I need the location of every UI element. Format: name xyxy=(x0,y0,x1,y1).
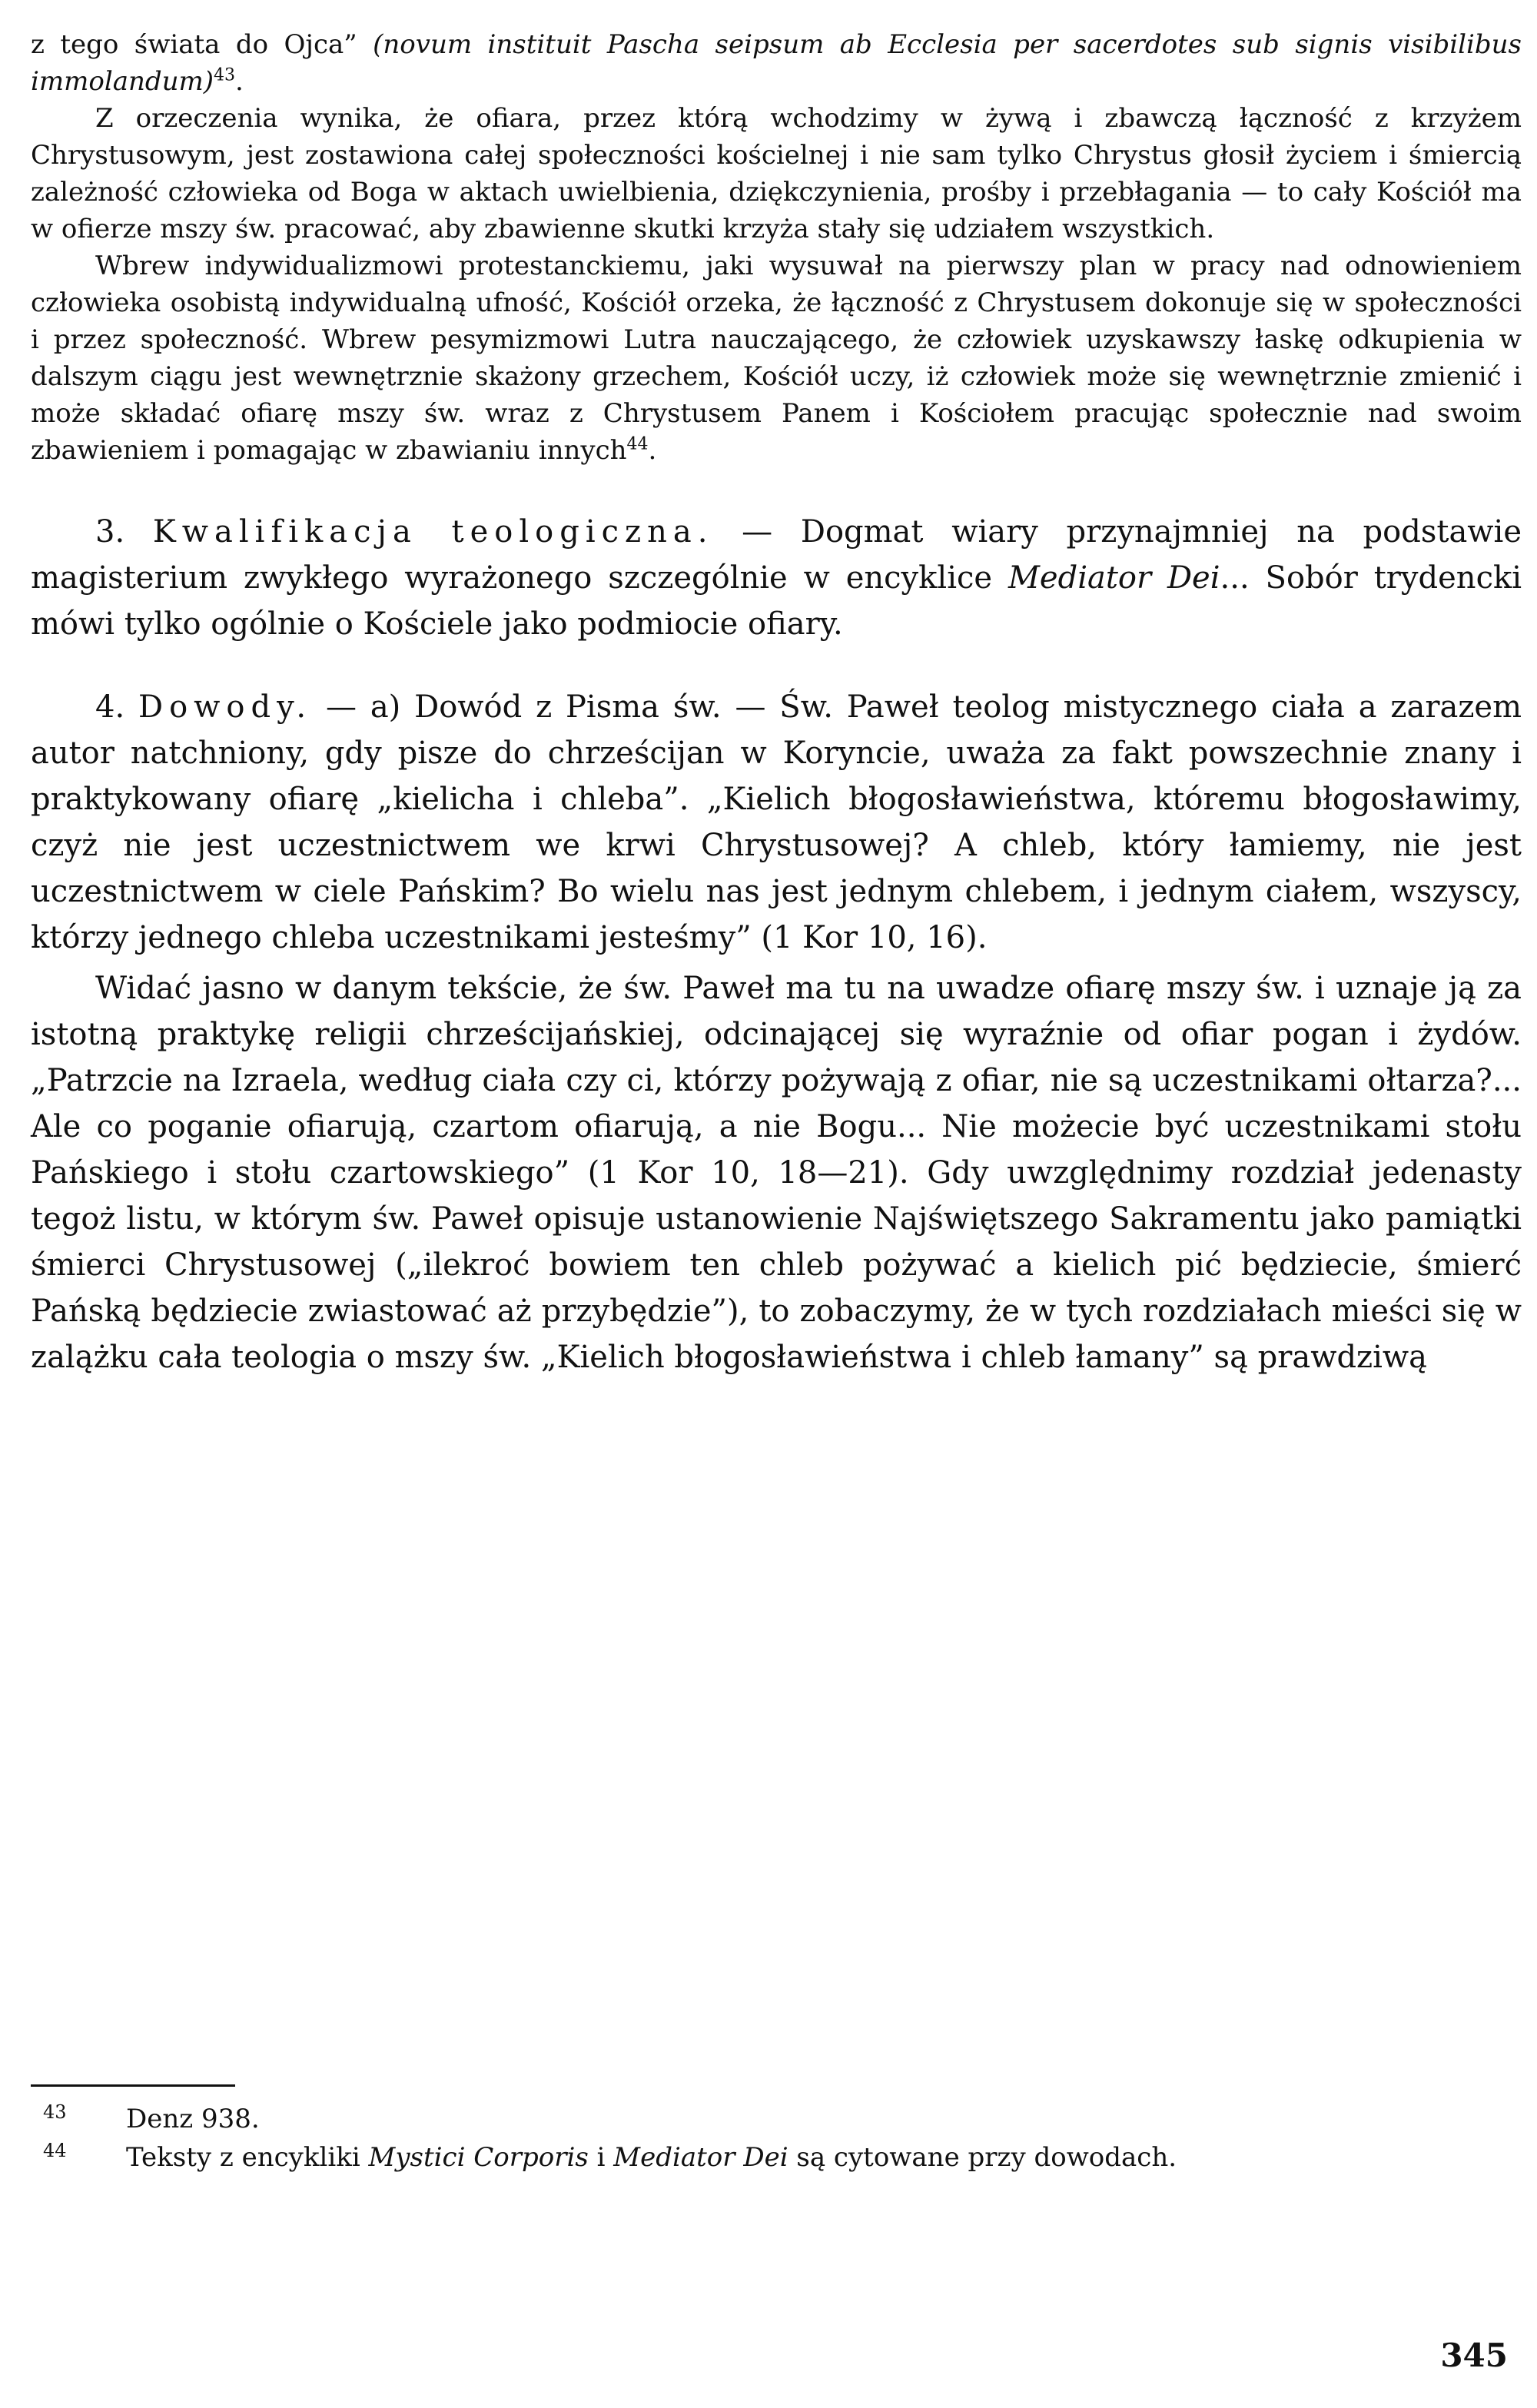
section-3 xyxy=(31,509,1522,647)
footnote-44-end: są cytowane przy dowodach. xyxy=(788,2142,1177,2173)
footnotes xyxy=(31,2101,1522,2178)
small-print-block xyxy=(31,26,1522,469)
footnote-ref-43: 43 xyxy=(214,65,236,85)
footnote-43-text: Denz 938. xyxy=(126,2104,260,2134)
footnote-44-italic-2: Mediator Dei xyxy=(613,2142,788,2173)
page-body xyxy=(31,26,1522,1380)
section-4-text: — a) Dowód z Pisma św. — Św. Paweł teolog mistycznego ciała a zarazem autor natchniony, gdy pisze do chrześcijan w Koryncie, uważa za fakt powszechnie znany i praktykowany ofiarę „kielicha i chleba”. „Kielich błogosławieństwa, któremu błogosławimy, czyż nie jest uczestnictwem we krwi Chrystusowej? A chleb, który łamiemy, nie jest uczestnictwem w ciele Pańskim? Bo wielu nas jest jednym chlebem, i jednym ciałem, wszyscy, którzy jednego chleba uczestnikami jesteśmy” (1 Kor 10, 16). xyxy=(31,689,1522,955)
page-number: 345 xyxy=(1440,2337,1508,2374)
section-3-italic: Mediator Dei xyxy=(1008,560,1220,596)
footnote-divider xyxy=(31,2084,235,2087)
footnote-44-text: Teksty z encykliki xyxy=(126,2142,369,2173)
footnote-ref-44: 44 xyxy=(626,434,649,454)
section-3-text-end: ... Sobór trydencki mówi tylko ogólnie o Kościele jako podmiocie ofiary. xyxy=(31,560,1522,642)
footnote-43: 43 Denz 938. xyxy=(43,2101,260,2134)
section-3-heading: Kwalifikacja teologiczna. xyxy=(152,514,714,550)
section-3-text: — Dogmat wiary przynajmniej na podstawie magisterium zwykłego wyrażonego szczególnie w encyklice xyxy=(31,514,1522,596)
para1-latin: (novum instituit Pascha seipsum ab Ecclesia per sacerdotes sub signis visibilibus immolandum) xyxy=(31,29,1522,97)
section-4 xyxy=(31,684,1522,961)
paragraph-1 xyxy=(31,26,1522,100)
para3-text: Wbrew indywidualizmowi protestanckiemu, jaki wysuwał na pierwszy plan w pracy nad odnowieniem człowieka osobistą indywidualną ufność, Kościół orzeka, że łączność z Chrystusem dokonuje się w społeczności i przez społeczność. Wbrew pesymizmowi Lutra nauczającego, że człowiek uzyskawszy łaskę odkupienia w dalszym ciągu jest wewnętrznie skażony grzechem, Kościół uczy, iż człowiek może się wewnętrznie zmienić i może składać ofiarę mszy św. wraz z Chrystusem Panem i Kościołem pracując społecznie nad swoim zbawieniem i pomagając w zbawianiu innych xyxy=(31,251,1522,466)
para1-text: z tego świata do Ojca” xyxy=(31,29,373,60)
footnote-44: 44 Teksty z encykliki Mystici Corporis i Mediator Dei są cytowane przy dowodach. xyxy=(43,2139,1177,2173)
footnote-44-italic-1: Mystici Corporis xyxy=(368,2142,589,2173)
footnote-44-mid: i xyxy=(588,2142,614,2173)
para3-end: . xyxy=(648,435,657,466)
large-print-block xyxy=(31,509,1522,1380)
section-4-number: 4. xyxy=(95,689,125,725)
section-3-number: 3. xyxy=(95,514,125,550)
para1-end: . xyxy=(235,66,244,97)
paragraph-last: Widać jasno w danym tekście, że św. Paweł ma tu na uwadze ofiarę mszy św. i uznaje ją za istotną praktykę religii chrześcijańskiej, odcinającej się wyraźnie od ofiar pogan i żydów. „Patrzcie na Izraela, według ciała czy ci, którzy pożywają z ofiar, nie są uczestnikami ołtarza?... Ale co poganie ofiarują, czartom ofiarują, a nie Bogu... Nie możecie być uczestnikami stołu Pańskiego i stołu czartowskiego” (1 Kor 10, 18—21). Gdy uwzględnimy rozdział jedenasty tegoż listu, w którym św. Paweł opisuje ustanowienie Najświętszego Sakramentu jako pamiątki śmierci Chrystusowej („ilekroć bowiem ten chleb pożywać a kielich pić będziecie, śmierć Pańską będziecie zwiastować aż przybędzie”), to zobaczymy, że w tych rozdziałach mieści się w zalążku cała teologia o mszy św. „Kielich błogosławieństwa i chleb łamany” są prawdziwą xyxy=(31,971,1522,1375)
paragraph-2: Z orzeczenia wynika, że ofiara, przez którą wchodzimy w żywą i zbawczą łączność z krzyżem Chrystusowym, jest zostawiona całej społeczności kościelnej i nie sam tylko Chrystus głosił życiem i śmiercią zależność człowieka od Boga w aktach uwielbienia, dziękczynienia, prośby i przebłagania — to cały Kościół ma w ofierze mszy św. pracować, aby zbawienne skutki krzyża stały się udziałem wszystkich. xyxy=(31,103,1522,244)
section-4-heading: Dowody. xyxy=(138,689,313,725)
paragraph-3 xyxy=(31,247,1522,469)
